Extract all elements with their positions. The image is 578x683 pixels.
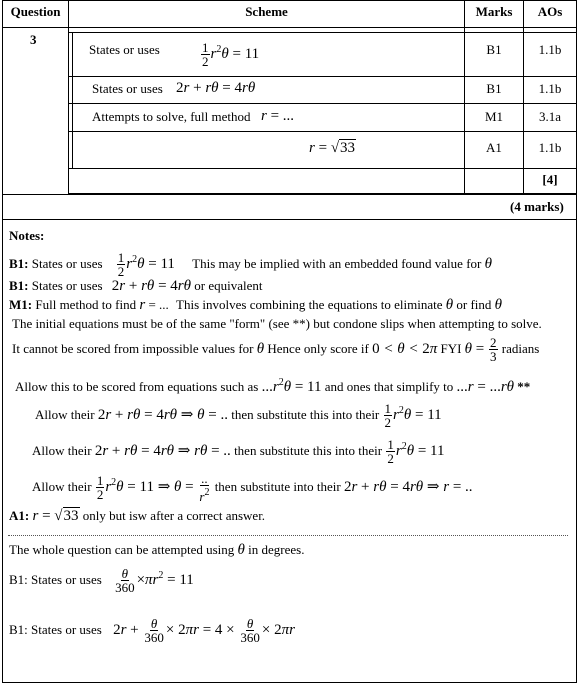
note-a1: A1: r = √33 only but isw after a correct answer. [9, 508, 266, 524]
note-allow-3: Allow their $\frac{1}{2}$ $r^2\theta = 11$ ⇒ θ = $\frac{..}{r^2}$ then substitute into their 2r + rθ = 4rθ ⇒ r = .. [32, 471, 473, 505]
note-impossible: It cannot be scored from impossible values for θ Hence only score if 0 < θ < 2π FYI θ = $\frac{2}{3}$ radians [12, 335, 540, 365]
notes-heading: Notes: [9, 228, 45, 243]
row2-ao: 1.1b [538, 81, 562, 96]
row2-mark: B1 [486, 81, 502, 96]
degrees-intro: The whole question can be attempted using θ in degrees. [9, 542, 305, 558]
row2-math: 2r + rθ = 4rθ [176, 80, 256, 96]
degrees-b1-2: B1: States or uses 2r + $\frac{\theta}{360}$ × 2πr = 4 × $\frac{\theta}{360}$ × 2πr [9, 616, 295, 646]
question-number: 3 [30, 32, 37, 47]
note-allow-scored: Allow this to be scored from equations such as $...r^2\theta = 11$ and ones that simplify to ...r = ...rθ ** [15, 377, 531, 395]
note-b1a: B1: States or uses $\frac{1}{2}$ $r^2\theta = 11$ This may be implied with an embedded found value for θ [9, 250, 492, 280]
note-allow-1: Allow their 2r + rθ = 4rθ ⇒ θ = .. then substitute this into their $\frac{1}{2}$ $r^2\theta = 11$ [35, 401, 442, 431]
header-aos: AOs [537, 4, 563, 19]
row4-ao: 1.1b [538, 140, 562, 155]
row4-math: r = √33 [309, 140, 356, 156]
row1-math: $\frac{1}{2}$ $r^2\theta = 11$ [202, 40, 260, 70]
row1-text: States or uses [89, 42, 160, 57]
degrees-b1-1: B1: States or uses $\frac{\theta}{360}$ $\times\pi r^2 = 11$ [9, 566, 194, 596]
header-scheme: Scheme [245, 4, 288, 19]
total-bracket: [4] [542, 172, 558, 187]
note-b1b: B1: States or uses 2r + rθ = 4rθ or equivalent [9, 278, 263, 294]
note-allow-2: Allow their 2r + rθ = 4rθ ⇒ rθ = .. then substitute this into their $\frac{1}{2}$ $r^2\theta = 11$ [32, 437, 445, 467]
row2-text: States or uses [92, 81, 163, 96]
header-marks: Marks [475, 4, 513, 19]
row3-ao: 3.1a [538, 109, 562, 124]
header-question: Question [10, 4, 61, 19]
row4-mark: A1 [486, 140, 502, 155]
row3-math: r = ... [261, 108, 295, 124]
note-form: The initial equations must be of the same "form" (see **) but condone slips when attempting to solve. [12, 316, 542, 331]
row1-ao: 1.1b [538, 42, 562, 57]
row3-text: Attempts to solve, full method [92, 109, 251, 124]
note-m1: M1: Full method to find r = ... This involves combining the equations to eliminate θ or find θ [9, 297, 503, 313]
total-marks: (4 marks) [510, 199, 564, 214]
row3-mark: M1 [484, 109, 504, 124]
row1-mark: B1 [486, 42, 502, 57]
